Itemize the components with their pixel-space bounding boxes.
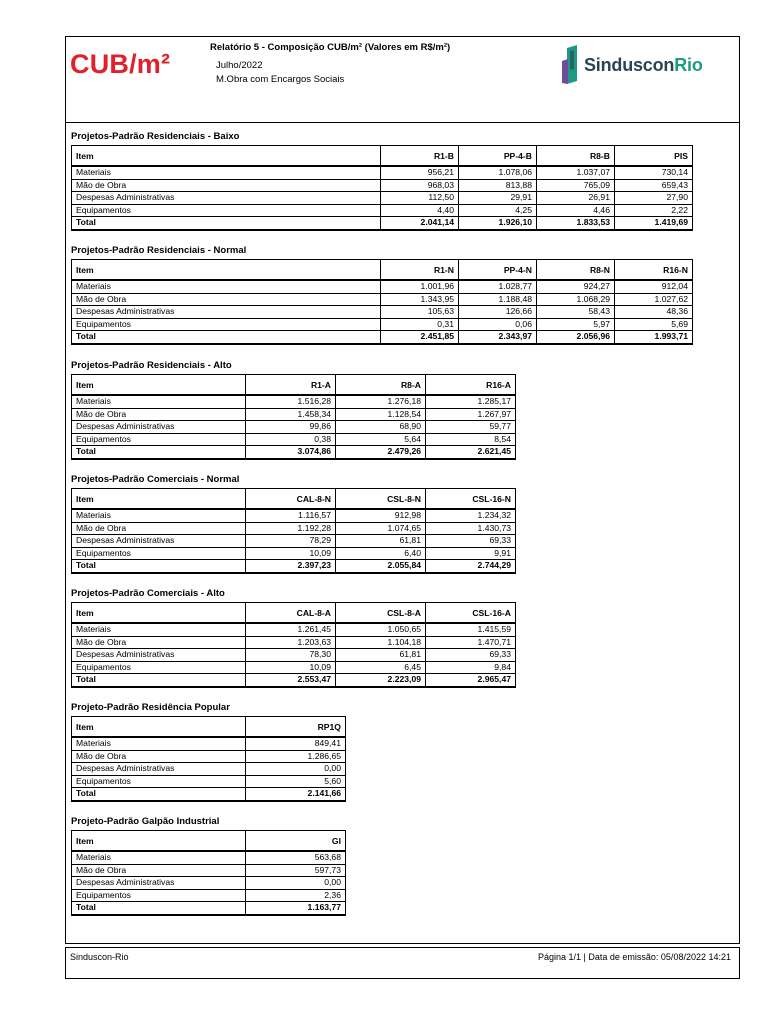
- section-title: Projeto-Padrão Galpão Industrial: [71, 816, 220, 827]
- total-value: 1.419,69: [615, 217, 693, 230]
- report-date: Julho/2022: [216, 60, 263, 71]
- table-row: [72, 877, 346, 890]
- total-value: 2.479,26: [336, 446, 426, 459]
- row-label: Equipamentos: [72, 318, 381, 331]
- cell-value: 0,06: [459, 318, 537, 331]
- cell-value: 912,04: [615, 280, 693, 293]
- table-row: [72, 737, 346, 750]
- cell-value: 0,38: [246, 433, 336, 446]
- cell-value: 26,91: [537, 192, 615, 205]
- column-header: Item: [72, 375, 246, 396]
- column-header: Item: [72, 603, 246, 624]
- total-label: Total: [72, 788, 246, 801]
- footer-page-info: Página 1/1 | Data de emissão: 05/08/2022 14:21: [538, 952, 731, 962]
- cub-logo: CUB/m²: [70, 49, 171, 79]
- cell-value: 9,84: [426, 661, 516, 674]
- row-label: Despesas Administrativas: [72, 763, 246, 776]
- row-label: Equipamentos: [72, 433, 246, 446]
- cell-value: 597,73: [246, 864, 346, 877]
- cell-value: 126,66: [459, 306, 537, 319]
- section-title: Projetos-Padrão Residenciais - Baixo: [71, 131, 240, 142]
- table-row: [72, 179, 693, 192]
- footer-org: Sinduscon-Rio: [70, 952, 129, 962]
- total-value: 2.744,29: [426, 560, 516, 573]
- row-label: Equipamentos: [72, 775, 246, 788]
- column-header: Item: [72, 831, 246, 852]
- composition-table: [71, 374, 516, 460]
- column-header: CAL-8-N: [246, 489, 336, 510]
- column-header: PIS: [615, 146, 693, 167]
- cell-value: 1.203,63: [246, 636, 336, 649]
- row-label: Despesas Administrativas: [72, 649, 246, 662]
- composition-table: [71, 259, 693, 345]
- column-header: Item: [72, 146, 381, 167]
- cell-value: 1.001,96: [381, 280, 459, 293]
- total-value: 2.056,96: [537, 331, 615, 344]
- table-header-row: [72, 603, 516, 624]
- column-header: CSL-8-N: [336, 489, 426, 510]
- column-header: CSL-8-A: [336, 603, 426, 624]
- cell-value: 765,09: [537, 179, 615, 192]
- row-label: Mão de Obra: [72, 864, 246, 877]
- total-row: [72, 446, 516, 459]
- table-row: [72, 522, 516, 535]
- cell-value: 10,09: [246, 547, 336, 560]
- column-header: R8-B: [537, 146, 615, 167]
- cell-value: 1.343,95: [381, 293, 459, 306]
- composition-table: [71, 716, 346, 802]
- table-row: [72, 889, 346, 902]
- section-title: Projeto-Padrão Residência Popular: [71, 702, 230, 713]
- total-label: Total: [72, 331, 381, 344]
- row-label: Despesas Administrativas: [72, 421, 246, 434]
- cell-value: 58,43: [537, 306, 615, 319]
- cell-value: 69,33: [426, 535, 516, 548]
- table-header-row: [72, 146, 693, 167]
- column-header: Item: [72, 260, 381, 281]
- table-row: [72, 750, 346, 763]
- row-label: Mão de Obra: [72, 636, 246, 649]
- cell-value: 1.027,62: [615, 293, 693, 306]
- cell-value: 849,41: [246, 737, 346, 750]
- cell-value: 68,90: [336, 421, 426, 434]
- total-value: 1.833,53: [537, 217, 615, 230]
- table-row: [72, 318, 693, 331]
- composition-table: [71, 145, 693, 231]
- cell-value: 99,86: [246, 421, 336, 434]
- cell-value: 5,69: [615, 318, 693, 331]
- row-label: Mão de Obra: [72, 293, 381, 306]
- total-value: 2.621,45: [426, 446, 516, 459]
- section-2: [71, 358, 516, 460]
- cell-value: 9,91: [426, 547, 516, 560]
- cell-value: 1.188,48: [459, 293, 537, 306]
- section-1: [71, 243, 693, 345]
- cell-value: 1.267,97: [426, 408, 516, 421]
- row-label: Despesas Administrativas: [72, 306, 381, 319]
- composition-table: [71, 602, 516, 688]
- table-row: [72, 306, 693, 319]
- cell-value: 1.104,18: [336, 636, 426, 649]
- column-header: R1-A: [246, 375, 336, 396]
- total-value: 2.397,23: [246, 560, 336, 573]
- cell-value: 924,27: [537, 280, 615, 293]
- total-label: Total: [72, 217, 381, 230]
- cell-value: 1.516,28: [246, 395, 336, 408]
- total-row: [72, 331, 693, 344]
- cell-value: 0,00: [246, 877, 346, 890]
- row-label: Materiais: [72, 395, 246, 408]
- sinduscon-logo: [562, 45, 703, 85]
- column-header: R8-N: [537, 260, 615, 281]
- cell-value: 1.415,59: [426, 623, 516, 636]
- row-label: Materiais: [72, 737, 246, 750]
- row-label: Materiais: [72, 280, 381, 293]
- table-row: [72, 421, 516, 434]
- table-row: [72, 864, 346, 877]
- column-header: R8-A: [336, 375, 426, 396]
- cell-value: 112,50: [381, 192, 459, 205]
- table-row: [72, 763, 346, 776]
- row-label: Equipamentos: [72, 661, 246, 674]
- cell-value: 5,60: [246, 775, 346, 788]
- total-row: [72, 560, 516, 573]
- section-title: Projetos-Padrão Residenciais - Alto: [71, 360, 232, 371]
- row-label: Despesas Administrativas: [72, 877, 246, 890]
- table-header-row: [72, 375, 516, 396]
- table-row: [72, 851, 346, 864]
- cell-value: 1.261,45: [246, 623, 336, 636]
- cell-value: 1.285,17: [426, 395, 516, 408]
- cell-value: 563,68: [246, 851, 346, 864]
- table-row: [72, 433, 516, 446]
- table-row: [72, 280, 693, 293]
- total-row: [72, 674, 516, 687]
- row-label: Equipamentos: [72, 547, 246, 560]
- cell-value: 10,09: [246, 661, 336, 674]
- cell-value: 1.276,18: [336, 395, 426, 408]
- column-header: R1-B: [381, 146, 459, 167]
- cell-value: 2,36: [246, 889, 346, 902]
- total-value: 1.926,10: [459, 217, 537, 230]
- table-row: [72, 293, 693, 306]
- cell-value: 1.128,54: [336, 408, 426, 421]
- table-header-row: [72, 717, 346, 738]
- cell-value: 1.116,57: [246, 509, 336, 522]
- total-value: 2.041,14: [381, 217, 459, 230]
- total-value: 2.451,85: [381, 331, 459, 344]
- cell-value: 912,98: [336, 509, 426, 522]
- total-value: 1.163,77: [246, 902, 346, 915]
- cell-value: 1.037,07: [537, 166, 615, 179]
- column-header: R16-A: [426, 375, 516, 396]
- section-5: [71, 700, 346, 802]
- cell-value: 1.430,73: [426, 522, 516, 535]
- table-row: [72, 166, 693, 179]
- table-header-row: [72, 260, 693, 281]
- total-value: 2.141,66: [246, 788, 346, 801]
- column-header: PP-4-N: [459, 260, 537, 281]
- cell-value: 1.470,71: [426, 636, 516, 649]
- total-label: Total: [72, 446, 246, 459]
- table-row: [72, 547, 516, 560]
- row-label: Mão de Obra: [72, 750, 246, 763]
- total-row: [72, 788, 346, 801]
- cell-value: 659,43: [615, 179, 693, 192]
- cell-value: 1.028,77: [459, 280, 537, 293]
- row-label: Despesas Administrativas: [72, 535, 246, 548]
- composition-table: [71, 488, 516, 574]
- table-row: [72, 535, 516, 548]
- cell-value: 29,91: [459, 192, 537, 205]
- total-row: [72, 902, 346, 915]
- cell-value: 5,64: [336, 433, 426, 446]
- cell-value: 4,25: [459, 204, 537, 217]
- cell-value: 4,46: [537, 204, 615, 217]
- cell-value: 730,14: [615, 166, 693, 179]
- row-label: Despesas Administrativas: [72, 192, 381, 205]
- total-label: Total: [72, 902, 246, 915]
- total-value: 3.074,86: [246, 446, 336, 459]
- column-header: PP-4-B: [459, 146, 537, 167]
- section-title: Projetos-Padrão Residenciais - Normal: [71, 245, 247, 256]
- cell-value: 968,03: [381, 179, 459, 192]
- section-4: [71, 586, 516, 688]
- cell-value: 6,40: [336, 547, 426, 560]
- row-label: Materiais: [72, 166, 381, 179]
- total-label: Total: [72, 560, 246, 573]
- table-row: [72, 649, 516, 662]
- report-subtitle: M.Obra com Encargos Sociais: [216, 74, 345, 85]
- total-value: 2.055,84: [336, 560, 426, 573]
- cell-value: 0,31: [381, 318, 459, 331]
- column-header: CAL-8-A: [246, 603, 336, 624]
- cell-value: 27,90: [615, 192, 693, 205]
- cell-value: 69,33: [426, 649, 516, 662]
- total-value: 2.553,47: [246, 674, 336, 687]
- table-row: [72, 408, 516, 421]
- sinduscon-mark-icon: [562, 45, 578, 85]
- total-value: 1.993,71: [615, 331, 693, 344]
- cell-value: 1.192,28: [246, 522, 336, 535]
- table-header-row: [72, 489, 516, 510]
- report-footer: [65, 947, 740, 979]
- section-3: [71, 472, 516, 574]
- table-header-row: [72, 831, 346, 852]
- cell-value: 1.074,65: [336, 522, 426, 535]
- report-header: [65, 36, 740, 123]
- cell-value: 61,81: [336, 535, 426, 548]
- table-row: [72, 661, 516, 674]
- cell-value: 1.050,65: [336, 623, 426, 636]
- cell-value: 1.068,29: [537, 293, 615, 306]
- row-label: Mão de Obra: [72, 522, 246, 535]
- table-row: [72, 636, 516, 649]
- total-value: 2.343,97: [459, 331, 537, 344]
- section-title: Projetos-Padrão Comerciais - Alto: [71, 588, 225, 599]
- cell-value: 61,81: [336, 649, 426, 662]
- column-header: R16-N: [615, 260, 693, 281]
- column-header: R1-N: [381, 260, 459, 281]
- total-value: 2.965,47: [426, 674, 516, 687]
- cell-value: 4,40: [381, 204, 459, 217]
- cell-value: 78,29: [246, 535, 336, 548]
- cell-value: 1.458,34: [246, 408, 336, 421]
- table-row: [72, 775, 346, 788]
- row-label: Mão de Obra: [72, 408, 246, 421]
- cell-value: 1.286,65: [246, 750, 346, 763]
- report-body: [65, 122, 740, 944]
- section-0: [71, 129, 693, 231]
- row-label: Materiais: [72, 509, 246, 522]
- row-label: Materiais: [72, 851, 246, 864]
- report-title: Relatório 5 - Composição CUB/m² (Valores em R$/m²): [210, 42, 451, 53]
- column-header: CSL-16-N: [426, 489, 516, 510]
- table-row: [72, 192, 693, 205]
- column-header: RP1Q: [246, 717, 346, 738]
- table-row: [72, 509, 516, 522]
- cell-value: 956,21: [381, 166, 459, 179]
- column-header: Item: [72, 717, 246, 738]
- section-6: [71, 814, 346, 916]
- cell-value: 1.078,06: [459, 166, 537, 179]
- column-header: GI: [246, 831, 346, 852]
- composition-table: [71, 830, 346, 916]
- cell-value: 78,30: [246, 649, 336, 662]
- table-row: [72, 623, 516, 636]
- cell-value: 59,77: [426, 421, 516, 434]
- cell-value: 6,45: [336, 661, 426, 674]
- cell-value: 0,00: [246, 763, 346, 776]
- cell-value: 2,22: [615, 204, 693, 217]
- column-header: Item: [72, 489, 246, 510]
- cell-value: 1.234,32: [426, 509, 516, 522]
- cell-value: 8,54: [426, 433, 516, 446]
- total-value: 2.223,09: [336, 674, 426, 687]
- cell-value: 5,97: [537, 318, 615, 331]
- total-row: [72, 217, 693, 230]
- section-title: Projetos-Padrão Comerciais - Normal: [71, 474, 240, 485]
- cell-value: 48,36: [615, 306, 693, 319]
- row-label: Equipamentos: [72, 204, 381, 217]
- row-label: Materiais: [72, 623, 246, 636]
- table-row: [72, 395, 516, 408]
- column-header: CSL-16-A: [426, 603, 516, 624]
- total-label: Total: [72, 674, 246, 687]
- brand-name: SindusconRio: [584, 54, 703, 75]
- cell-value: 105,63: [381, 306, 459, 319]
- row-label: Mão de Obra: [72, 179, 381, 192]
- cell-value: 813,88: [459, 179, 537, 192]
- table-row: [72, 204, 693, 217]
- row-label: Equipamentos: [72, 889, 246, 902]
